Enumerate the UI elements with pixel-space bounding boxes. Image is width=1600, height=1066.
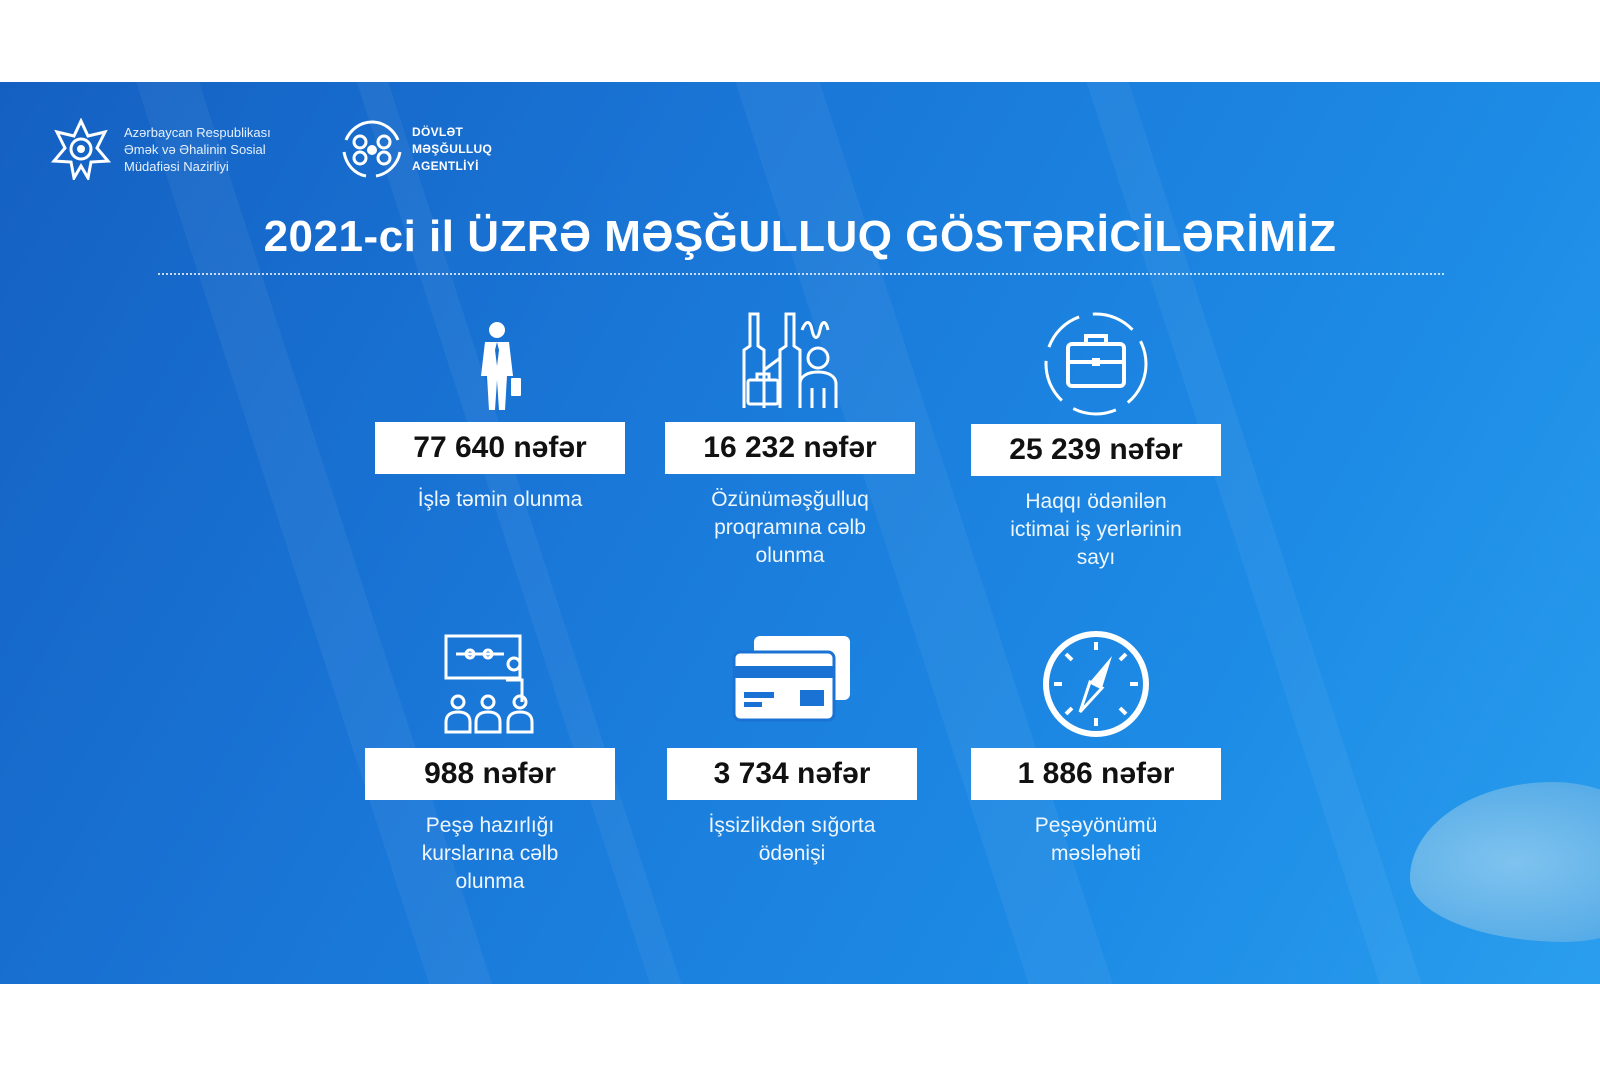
ministry-emblem-icon (50, 118, 112, 180)
payment-card-icon (642, 632, 942, 728)
dotted-divider (158, 273, 1444, 275)
agency-emblem-icon (340, 118, 404, 180)
stat-label-line: Peşəyönümü (1034, 814, 1158, 837)
stat-label-line: İşlə təmin olunma (417, 488, 583, 511)
agency-name-line: MƏŞĞULLUQ (412, 141, 493, 156)
stat-label-line: Haqqı ödənilən (1025, 490, 1167, 513)
ministry-name-line: Müdafiəsi Nazirliyi (124, 158, 229, 174)
stat-label-line: məsləhəti (1051, 842, 1141, 865)
businessman-icon (350, 320, 650, 414)
stat-value: 77 640 nəfər (375, 422, 625, 474)
stat-value: 25 239 nəfər (971, 424, 1221, 476)
stat-label (350, 486, 650, 514)
stat-label-line: Özünüməşğulluq (711, 488, 869, 511)
factory-worker-icon (640, 310, 940, 410)
stat-label (642, 812, 942, 868)
agency-name-line: AGENTLİYİ (412, 158, 479, 173)
stat-value: 1 886 nəfər (971, 748, 1221, 800)
stat-label-line: olunma (455, 870, 525, 893)
stat-label-line: sayı (1076, 546, 1116, 569)
stat-value: 3 734 nəfər (667, 748, 917, 800)
decorative-blob (1410, 782, 1600, 942)
stat-label-line: ictimai iş yerlərinin (1010, 518, 1182, 541)
agency-logo (340, 118, 492, 180)
ministry-name-line: Azərbaycan Respublikası (124, 124, 271, 140)
stat-label (340, 812, 640, 896)
stat-label (946, 488, 1246, 572)
stat-label-line: İşsizlikdən sığorta (708, 814, 876, 837)
stat-label (640, 486, 940, 570)
stat-value: 16 232 nəfər (665, 422, 915, 474)
ministry-logo (50, 118, 271, 180)
ministry-name-line: Əmək və Əhalinin Sosial (124, 141, 266, 157)
stat-label-line: olunma (755, 544, 825, 567)
stat-label-line: kurslarına cəlb (421, 842, 559, 865)
training-presentation-icon (340, 632, 640, 736)
stat-label-line: ödənişi (758, 842, 826, 865)
stat-label (946, 812, 1246, 868)
stat-value: 988 nəfər (365, 748, 615, 800)
stat-label-line: proqramına cəlb (714, 516, 866, 539)
briefcase-icon (946, 310, 1246, 418)
compass-icon (946, 630, 1246, 738)
page-title: 2021-ci il ÜZRƏ MƏŞĞULLUQ GÖSTƏRİCİLƏRİMİZ (263, 212, 1337, 261)
agency-name-line: DÖVLƏT (412, 124, 464, 139)
stat-label-line: Peşə hazırlığı (425, 814, 555, 837)
